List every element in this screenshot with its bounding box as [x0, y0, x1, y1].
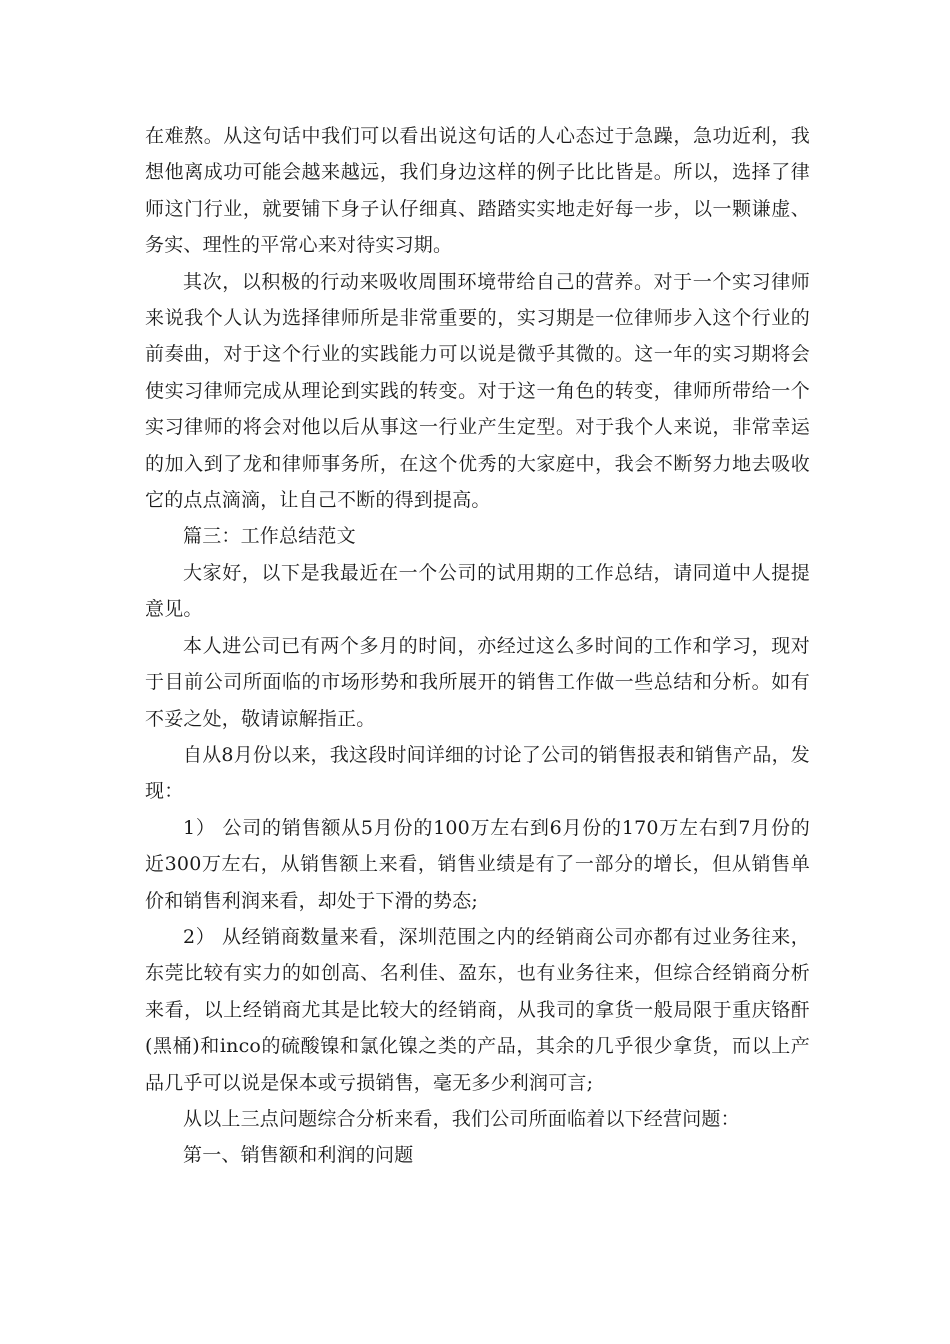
subheading-first-issue: 第一、销售额和利润的问题	[183, 1144, 414, 1167]
section-heading: 篇三：工作总结范文	[183, 525, 356, 548]
paragraph-greeting: 大家好，以下是我最近在一个公司的试用期的工作总结，请同道中人提提意见。	[145, 561, 810, 621]
paragraph-finding-2: 2） 从经销商数量来看，深圳范围之内的经销商公司亦都有过业务往来，东莞比较有实力的如创高、名利佳、盈东，也有业务往来，但综合经销商分析来看，以上经销商尤其是比较大的经销商，从我司的拿货一般局限于重庆铬酐(黑桶)和inco的硫酸镍和氯化镍之类的产品，其余的几乎很少拿货，而以上产品几乎可以说是保本或亏损销售，毫无多少利润可言;	[145, 925, 810, 1094]
paragraph-continuation: 在难熬。从这句话中我们可以看出说这句话的人心态过于急躁，急功近利，我想他离成功可能会越来越远，我们身边这样的例子比比皆是。所以，选择了律师这门行业，就要铺下身子认仔细真、踏踏实实地走好每一步，以一颗谦虚、务实、理性的平常心来对待实习期。	[145, 125, 810, 257]
paragraph-intro: 本人进公司已有两个多月的时间，亦经过这么多时间的工作和学习，现对于目前公司所面临的市场形势和我所展开的销售工作做一些总结和分析。如有不妥之处，敬请谅解指正。	[145, 634, 810, 730]
document-body	[145, 118, 810, 1174]
paragraph-findings-lead: 自从8月份以来，我这段时间详细的讨论了公司的销售报表和销售产品，发现：	[145, 743, 810, 803]
paragraph-finding-1: 1） 公司的销售额从5月份的100万左右到6月份的170万左右到7月份的近300万左右，从销售额上来看，销售业绩是有了一部分的增长，但从销售单价和销售利润来看，却处于下滑的势态;	[145, 816, 810, 912]
paragraph-second-point: 其次，以积极的行动来吸收周围环境带给自己的营养。对于一个实习律师来说我个人认为选择律师所是非常重要的，实习期是一位律师步入这个行业的前奏曲，对于这个行业的实践能力可以说是微乎其微的。这一年的实习期将会使实习律师完成从理论到实践的转变。对于这一角色的转变，律师所带给一个实习律师的将会对他以后从事这一行业产生定型。对于我个人来说，非常幸运的加入到了龙和律师事务所，在这个优秀的大家庭中，我会不断努力地去吸收它的点点滴滴，让自己不断的得到提高。	[145, 270, 810, 512]
paragraph-summary: 从以上三点问题综合分析来看，我们公司所面临着以下经营问题：	[183, 1107, 740, 1130]
